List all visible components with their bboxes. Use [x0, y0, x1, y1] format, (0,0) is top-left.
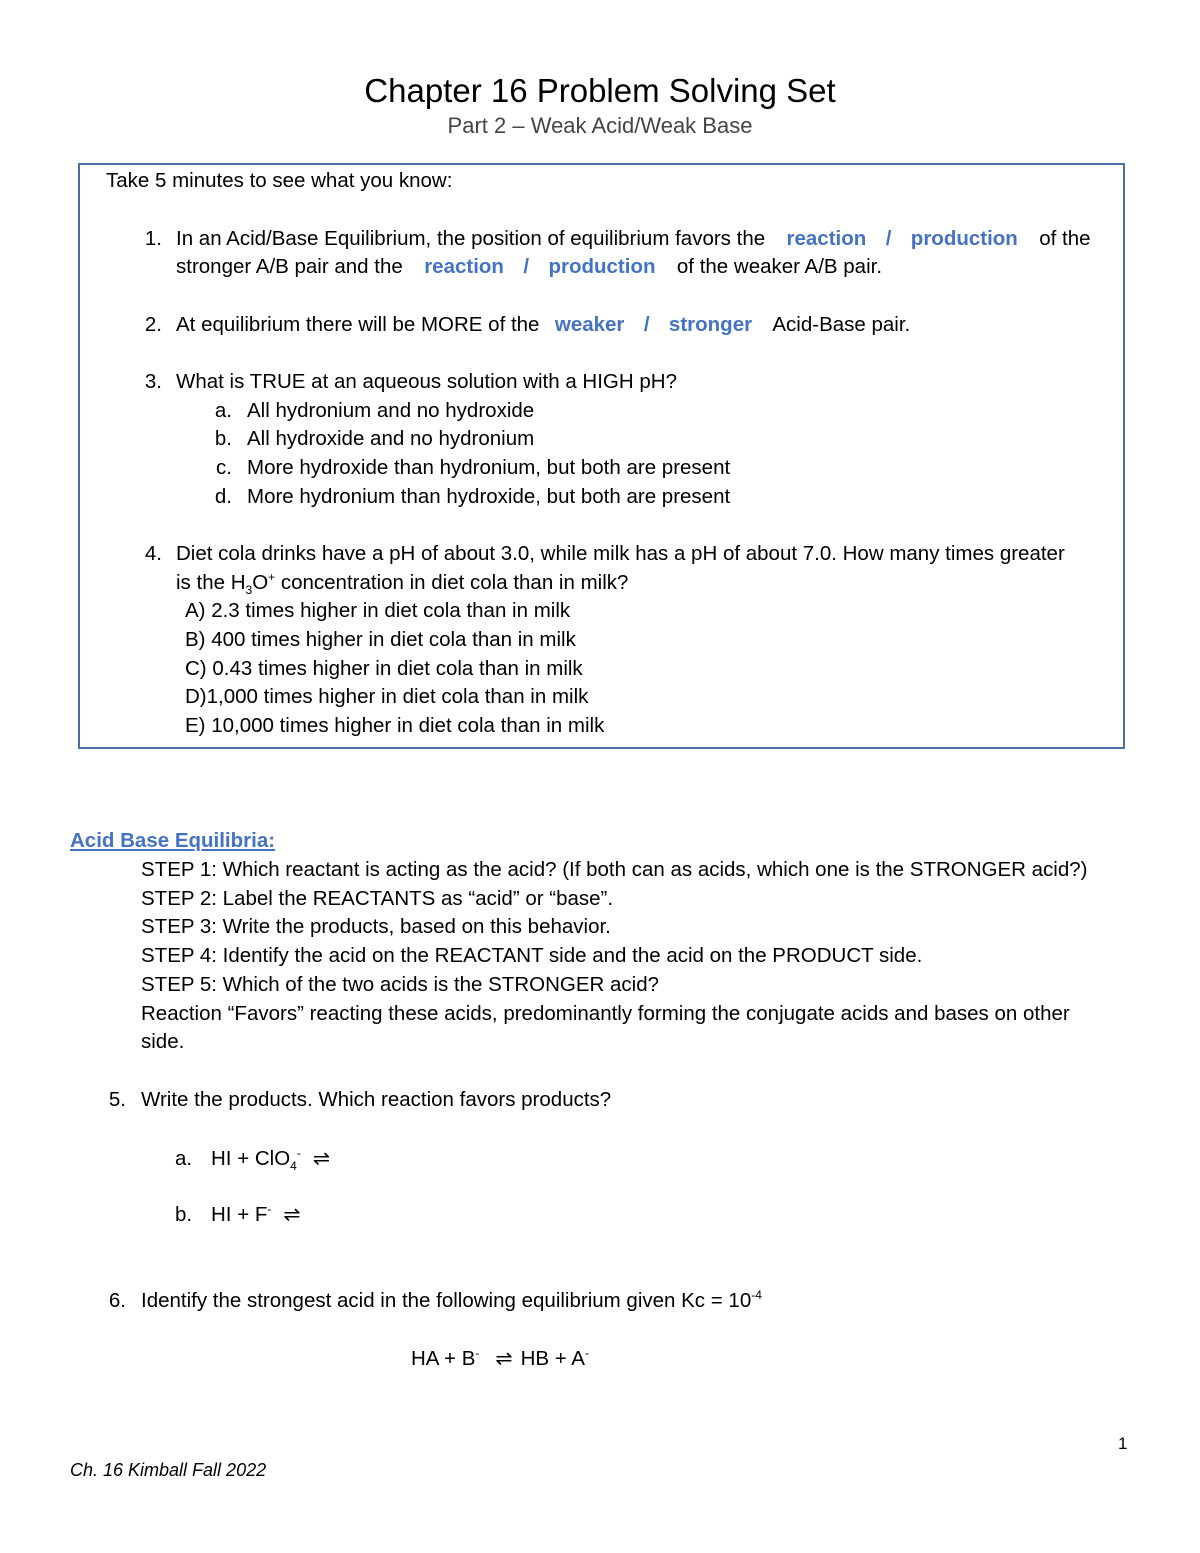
q4-superscript: +	[268, 570, 276, 585]
q1-option-reaction: reaction	[786, 227, 867, 250]
q1-text-c: stronger A/B pair and the	[176, 255, 403, 278]
q4-choice-text: 0.43 times higher in diet cola than in milk	[212, 657, 583, 680]
q3-choice-letter: d.	[214, 485, 232, 508]
q3-number: 3.	[144, 370, 162, 393]
q5b-equation	[211, 1201, 301, 1229]
equilibrium-arrow-icon: ⇌	[283, 1203, 301, 1226]
page-subtitle: Part 2 – Weak Acid/Weak Base	[447, 113, 753, 138]
q5a-equation	[211, 1145, 330, 1173]
q4-choice	[185, 712, 604, 740]
q1-text-b: of the	[1039, 227, 1091, 250]
q2-number: 2.	[144, 313, 162, 336]
q4-line1: Diet cola drinks have a pH of about 3.0, while milk has a pH of about 7.0. How many times greater	[176, 542, 1065, 565]
q1-line2	[176, 253, 882, 281]
q4-choice-text: 10,000 times higher in diet cola than in milk	[211, 714, 605, 737]
equilibrium-arrow-icon: ⇌	[495, 1347, 513, 1370]
q6-prompt: Identify the strongest acid in the following equilibrium given Kc = 10	[141, 1289, 752, 1312]
q2-text-a: At equilibrium there will be MORE of the	[176, 313, 540, 336]
q6-charge-1: -	[475, 1346, 480, 1361]
q4-choice-letter: B)	[185, 628, 206, 651]
q4-oxygen: O	[252, 571, 269, 594]
q6-text	[141, 1287, 762, 1315]
q3-choice-text: All hydronium and no hydroxide	[247, 399, 535, 422]
q4-choice-letter: E)	[185, 714, 206, 737]
q6-number: 6.	[108, 1289, 126, 1312]
q4-choice-text: 1,000 times higher in diet cola than in milk	[206, 685, 589, 708]
q5-number: 5.	[108, 1088, 126, 1111]
step-line: STEP 5: Which of the two acids is the STRONGER acid?	[141, 973, 660, 996]
q1-number: 1.	[144, 227, 162, 250]
q4-choice-letter: A)	[185, 599, 206, 622]
q4-choice	[185, 626, 576, 654]
q6-charge-2: -	[584, 1346, 589, 1361]
q4-line2	[176, 569, 628, 597]
q3-choice-text: More hydronium than hydroxide, but both are present	[247, 485, 731, 508]
step-line: side.	[141, 1030, 185, 1053]
q2-option-weaker: weaker	[554, 313, 625, 336]
q2-slash: /	[643, 313, 650, 336]
section-heading: Acid Base Equilibria:	[70, 829, 276, 852]
q1-option-reaction-2: reaction	[424, 255, 504, 278]
q2-option-stronger: stronger	[668, 313, 753, 336]
q1-slash-2: /	[523, 255, 530, 278]
q4-choice	[185, 597, 570, 625]
q4-choice-letter: D)	[185, 685, 207, 708]
q5b-charge: -	[267, 1202, 272, 1217]
q1-slash: /	[885, 227, 892, 250]
q4-text-a: is the H	[176, 571, 246, 594]
page-number: 1	[1118, 1434, 1128, 1453]
q1-option-production-2: production	[548, 255, 656, 278]
q5b-reactants: HI + F	[211, 1203, 268, 1226]
q5a-letter: a.	[175, 1147, 193, 1170]
q5a-charge: -	[296, 1146, 301, 1161]
q4-number: 4.	[144, 542, 162, 565]
q3-choice-text: All hydroxide and no hydronium	[247, 427, 535, 450]
step-line: Reaction “Favors” reacting these acids, predominantly forming the conjugate acids and bases on other	[141, 1002, 1070, 1025]
step-line: STEP 1: Which reactant is acting as the acid? (If both can as acids, which one is the STRONGER acid?)	[141, 858, 1088, 881]
q2-text-b: Acid-Base pair.	[772, 313, 911, 336]
q4-choice	[185, 683, 588, 711]
q6-exponent: -4	[751, 1288, 762, 1303]
q6-products: HB + A	[520, 1347, 585, 1370]
q3-choice-letter: c.	[216, 456, 232, 479]
q5a-subscript: 4	[290, 1159, 297, 1174]
q6-reactants: HA + B	[411, 1347, 476, 1370]
q4-choice	[185, 655, 583, 683]
step-line: STEP 4: Identify the acid on the REACTANT side and the acid on the PRODUCT side.	[141, 944, 923, 967]
q3-choice-letter: a.	[214, 399, 232, 422]
q3-text: What is TRUE at an aqueous solution with a HIGH pH?	[176, 370, 677, 393]
q5-text: Write the products. Which reaction favors products?	[141, 1088, 612, 1111]
q6-equation	[411, 1345, 589, 1373]
step-line: STEP 2: Label the REACTANTS as “acid” or “base”.	[141, 887, 614, 910]
q1-option-production: production	[910, 227, 1018, 250]
q4-subscript: 3	[245, 583, 253, 598]
q1-text-a: In an Acid/Base Equilibrium, the position of equilibrium favors the	[176, 227, 766, 250]
q5a-reactants: HI + ClO	[211, 1147, 291, 1170]
q4-text-b: concentration in diet cola than in milk?	[275, 571, 629, 594]
q3-choice-letter: b.	[214, 427, 232, 450]
step-line: STEP 3: Write the products, based on this behavior.	[141, 915, 611, 938]
q5b-letter: b.	[175, 1203, 193, 1226]
q1-line1	[176, 225, 1091, 253]
q3-choice-text: More hydroxide than hydronium, but both are present	[247, 456, 731, 479]
footer-text: Ch. 16 Kimball Fall 2022	[70, 1460, 267, 1480]
equilibrium-arrow-icon: ⇌	[312, 1147, 331, 1170]
q2-line	[176, 311, 910, 339]
page-title: Chapter 16 Problem Solving Set	[364, 72, 836, 109]
q4-choice-text: 400 times higher in diet cola than in milk	[211, 628, 576, 651]
q4-choice-text: 2.3 times higher in diet cola than in milk	[211, 599, 571, 622]
q1-text-d: of the weaker A/B pair.	[676, 255, 883, 278]
warmup-intro: Take 5 minutes to see what you know:	[106, 169, 453, 192]
q4-choice-letter: C)	[185, 657, 207, 680]
